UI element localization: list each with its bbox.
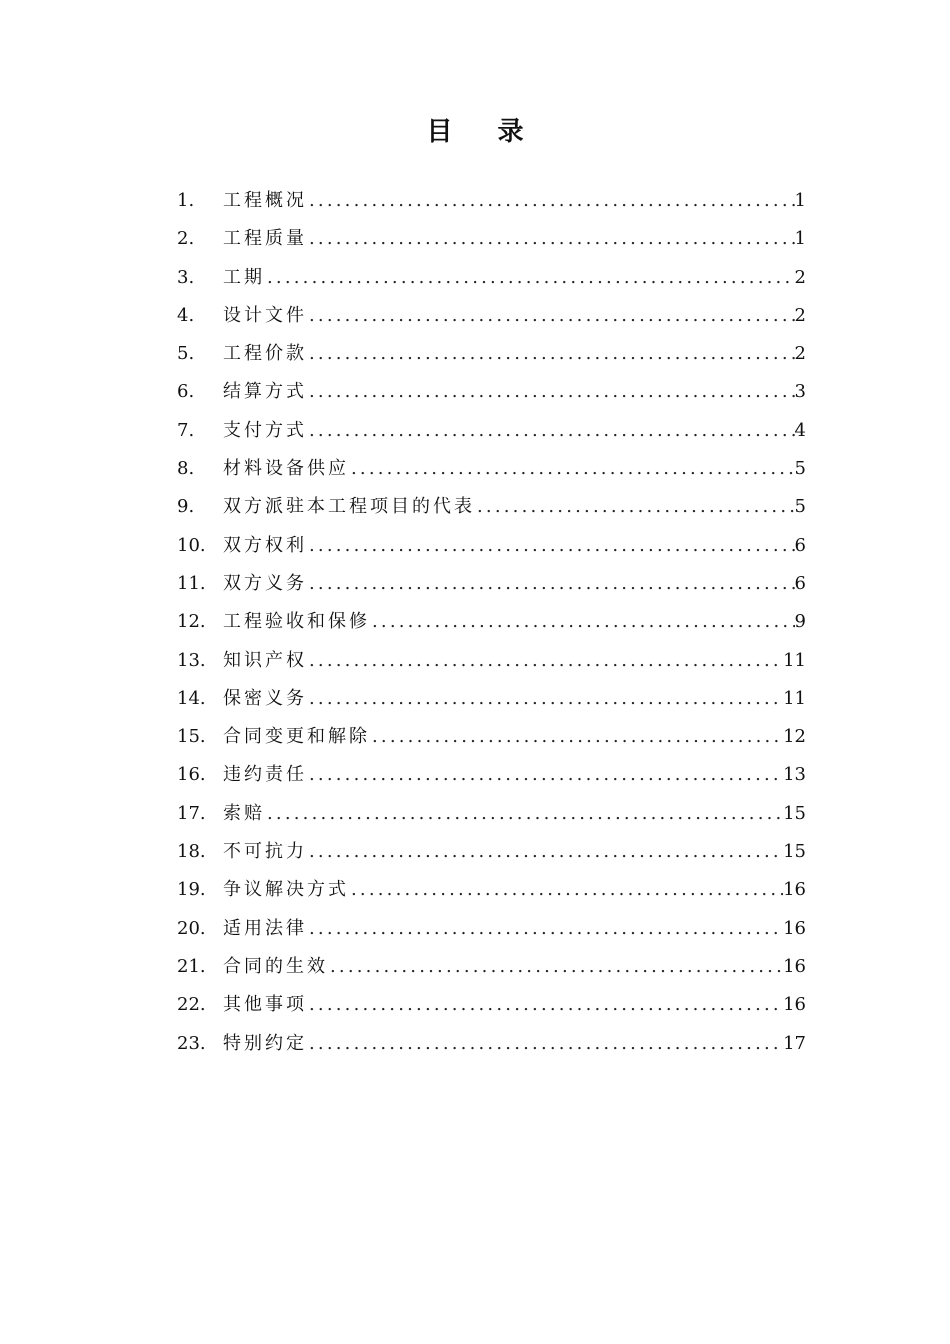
toc-entry-title: 双方派驻本工程项目的代表 <box>223 496 475 518</box>
toc-entry-title: 双方义务 <box>223 572 307 594</box>
toc-entry-number: 14. <box>177 687 206 709</box>
toc-entry[interactable] <box>177 297 806 335</box>
toc-entry[interactable] <box>177 680 806 718</box>
toc-entry-page-number: 16 <box>783 879 806 901</box>
toc-entry-page-number: 5 <box>794 458 806 480</box>
toc-leader-dots <box>307 680 783 718</box>
toc-entry[interactable] <box>177 373 806 411</box>
toc-entry-number: 19. <box>177 879 206 901</box>
toc-entry[interactable] <box>177 910 806 948</box>
toc-entry-number: 7. <box>177 419 195 441</box>
toc-entry-number: 16. <box>177 764 206 786</box>
toc-entry-page-number: 1 <box>794 228 806 250</box>
toc-entry-title: 特别约定 <box>223 1032 307 1054</box>
page-title: 目 录 <box>426 117 542 147</box>
toc-leader-dots <box>307 1025 783 1063</box>
toc-leader-dots <box>307 412 795 450</box>
toc-entry-number: 13. <box>177 649 206 671</box>
toc-entry-title: 保密义务 <box>223 687 307 709</box>
toc-entry-page-number: 15 <box>783 802 806 824</box>
toc-leader-dots <box>307 373 795 411</box>
toc-entry-number: 17. <box>177 802 206 824</box>
toc-leader-dots <box>265 259 795 297</box>
toc-entry-page-number: 11 <box>783 649 806 671</box>
toc-list <box>177 182 806 1063</box>
toc-leader-dots <box>307 335 795 373</box>
toc-entry-title: 违约责任 <box>223 764 307 786</box>
toc-entry[interactable] <box>177 833 806 871</box>
toc-entry-title: 合同的生效 <box>223 955 328 977</box>
toc-entry-title: 工程概况 <box>223 190 307 211</box>
toc-entry-page-number: 5 <box>794 496 806 518</box>
toc-leader-dots <box>307 220 795 258</box>
toc-entry[interactable] <box>177 1025 806 1063</box>
toc-entry-page-number: 9 <box>794 611 806 633</box>
toc-entry-title: 索赔 <box>223 802 265 824</box>
toc-leader-dots <box>307 986 783 1024</box>
toc-entry-title: 适用法律 <box>223 917 307 939</box>
toc-entry-title: 设计文件 <box>223 304 307 326</box>
toc-leader-dots <box>349 450 795 488</box>
toc-leader-dots <box>307 756 783 794</box>
toc-entry[interactable] <box>177 603 806 641</box>
toc-leader-dots <box>307 833 783 871</box>
toc-entry[interactable] <box>177 527 806 565</box>
toc-entry-title: 工期 <box>223 266 265 288</box>
toc-entry[interactable] <box>177 871 806 909</box>
toc-entry-page-number: 12 <box>783 726 806 748</box>
toc-entry-number: 8. <box>177 458 195 480</box>
toc-entry-title: 不可抗力 <box>223 841 307 863</box>
toc-leader-dots <box>370 603 795 641</box>
toc-entry[interactable] <box>177 488 806 526</box>
toc-entry-title: 支付方式 <box>223 419 307 441</box>
toc-entry[interactable] <box>177 259 806 297</box>
toc-entry-title: 工程质量 <box>223 228 307 250</box>
toc-entry-number: 5. <box>177 343 195 365</box>
toc-entry[interactable] <box>177 756 806 794</box>
toc-entry-number: 6. <box>177 381 195 403</box>
toc-entry-page-number: 1 <box>794 190 806 211</box>
toc-entry-page-number: 17 <box>783 1032 806 1054</box>
toc-entry-page-number: 3 <box>794 381 806 403</box>
toc-entry-number: 9. <box>177 496 195 518</box>
toc-entry[interactable] <box>177 450 806 488</box>
toc-entry-page-number: 6 <box>794 572 806 594</box>
toc-entry-number: 11. <box>177 572 206 594</box>
toc-entry-number: 15. <box>177 726 206 748</box>
toc-leader-dots <box>307 297 795 335</box>
toc-entry-number: 10. <box>177 534 206 556</box>
toc-entry[interactable] <box>177 948 806 986</box>
toc-entry-title: 双方权利 <box>223 534 307 556</box>
toc-entry-page-number: 6 <box>794 534 806 556</box>
toc-entry-title: 其他事项 <box>223 994 307 1016</box>
toc-leader-dots <box>307 642 783 680</box>
toc-entry-page-number: 11 <box>783 687 806 709</box>
toc-entry-number: 2. <box>177 228 195 250</box>
toc-leader-dots <box>265 795 783 833</box>
toc-entry[interactable] <box>177 986 806 1024</box>
toc-entry-title: 合同变更和解除 <box>223 726 370 748</box>
toc-entry-title: 结算方式 <box>223 381 307 403</box>
toc-entry-number: 18. <box>177 841 206 863</box>
toc-entry[interactable] <box>177 412 806 450</box>
toc-entry-page-number: 16 <box>783 917 806 939</box>
toc-entry[interactable] <box>177 642 806 680</box>
toc-entry-number: 23. <box>177 1032 206 1054</box>
toc-entry-number: 3. <box>177 266 195 288</box>
toc-entry-page-number: 15 <box>783 841 806 863</box>
toc-entry-page-number: 2 <box>794 266 806 288</box>
toc-entry[interactable] <box>177 182 806 220</box>
toc-entry-title: 知识产权 <box>223 649 307 671</box>
toc-entry-title: 工程验收和保修 <box>223 611 370 633</box>
toc-leader-dots <box>307 910 783 948</box>
toc-entry[interactable] <box>177 795 806 833</box>
toc-leader-dots <box>307 182 795 220</box>
toc-entry-page-number: 13 <box>783 764 806 786</box>
toc-entry-page-number: 4 <box>794 419 806 441</box>
toc-entry-number: 20. <box>177 917 206 939</box>
toc-entry-number: 21. <box>177 955 206 977</box>
toc-entry[interactable] <box>177 718 806 756</box>
toc-entry-number: 22. <box>177 994 206 1016</box>
toc-entry-title: 争议解决方式 <box>223 879 349 901</box>
toc-entry-title: 材料设备供应 <box>223 458 349 480</box>
toc-entry-page-number: 2 <box>794 343 806 365</box>
toc-entry[interactable] <box>177 220 806 258</box>
toc-leader-dots <box>475 488 795 526</box>
toc-leader-dots <box>370 718 783 756</box>
toc-leader-dots <box>349 871 783 909</box>
toc-entry-number: 12. <box>177 611 206 633</box>
toc-entry-page-number: 16 <box>783 994 806 1016</box>
toc-leader-dots <box>307 527 795 565</box>
toc-entry-number: 4. <box>177 304 195 326</box>
toc-entry[interactable] <box>177 565 806 603</box>
toc-entry-title: 工程价款 <box>223 343 307 365</box>
toc-entry[interactable] <box>177 335 806 373</box>
toc-entry-page-number: 16 <box>783 955 806 977</box>
toc-entry-page-number: 2 <box>794 304 806 326</box>
toc-leader-dots <box>307 565 795 603</box>
toc-entry-number: 1. <box>177 190 195 211</box>
toc-leader-dots <box>328 948 783 986</box>
